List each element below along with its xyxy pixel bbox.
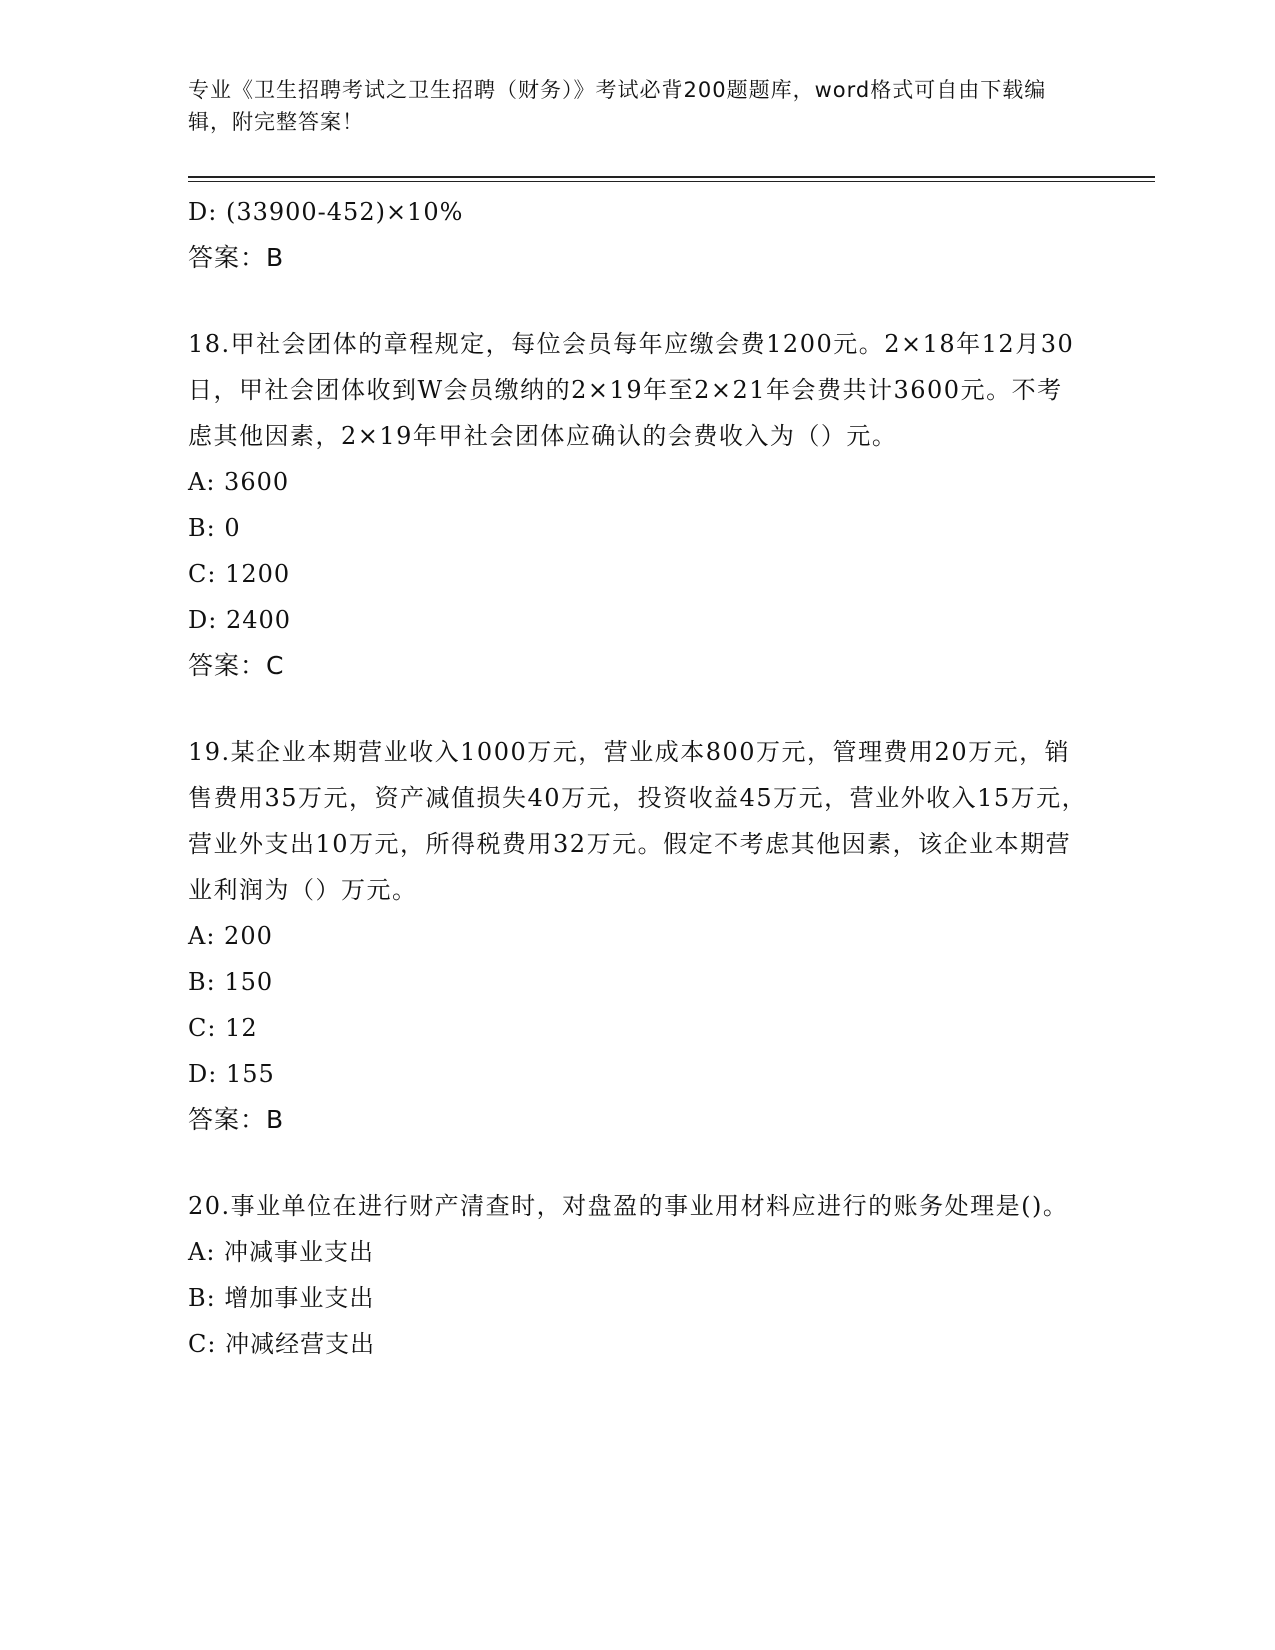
option-c: C: 1200 <box>188 560 291 588</box>
answer: 答案：B <box>188 1105 285 1134</box>
option-a: A: 200 <box>188 922 273 950</box>
question-block-19 <box>188 729 1088 1143</box>
question-block-20 <box>188 1183 1088 1367</box>
option-a: A: 3600 <box>188 468 290 496</box>
option-b: B: 0 <box>188 514 241 542</box>
spacer <box>188 281 1088 321</box>
option-b: B: 增加事业支出 <box>188 1284 375 1312</box>
question-text: 19.某企业本期营业收入1000万元，营业成本800万元，管理费用20万元，销售费用35万元，资产减值损失40万元，投资收益45万元，营业外收入15万元，营业外支出10万元，所得税费用32万元。假定不考虑其他因素，该企业本期营业利润为（）万元。 <box>188 738 1088 904</box>
spacer <box>188 689 1088 729</box>
spacer <box>188 1143 1088 1183</box>
question-text: 20.事业单位在进行财产清查时，对盘盈的事业用材料应进行的账务处理是()。 <box>188 1192 1069 1220</box>
option-c: C: 12 <box>188 1014 258 1042</box>
document-body <box>188 189 1088 1367</box>
option-a: A: 冲减事业支出 <box>188 1238 375 1266</box>
answer: 答案：C <box>188 651 285 680</box>
option-d: D: 2400 <box>188 606 292 634</box>
question-block-18 <box>188 321 1088 689</box>
header-rule-thin <box>188 181 1155 182</box>
page-header: 专业《卫生招聘考试之卫生招聘（财务）》考试必背200题题库，word格式可自由下载编辑，附完整答案！ <box>188 78 1047 134</box>
option-c: C: 冲减经营支出 <box>188 1330 376 1358</box>
option-d: D: (33900-452)×10% <box>188 198 464 226</box>
header-rule-thick <box>188 176 1155 178</box>
answer: 答案：B <box>188 243 285 272</box>
option-d: D: 155 <box>188 1060 275 1088</box>
question-text: 18.甲社会团体的章程规定，每位会员每年应缴会费1200元。2×18年12月30日，甲社会团体收到W会员缴纳的2×19年至2×21年会费共计3600元。不考虑其他因素，2×19年甲社会团体应确认的会费收入为（）元。 <box>188 330 1075 450</box>
option-b: B: 150 <box>188 968 274 996</box>
